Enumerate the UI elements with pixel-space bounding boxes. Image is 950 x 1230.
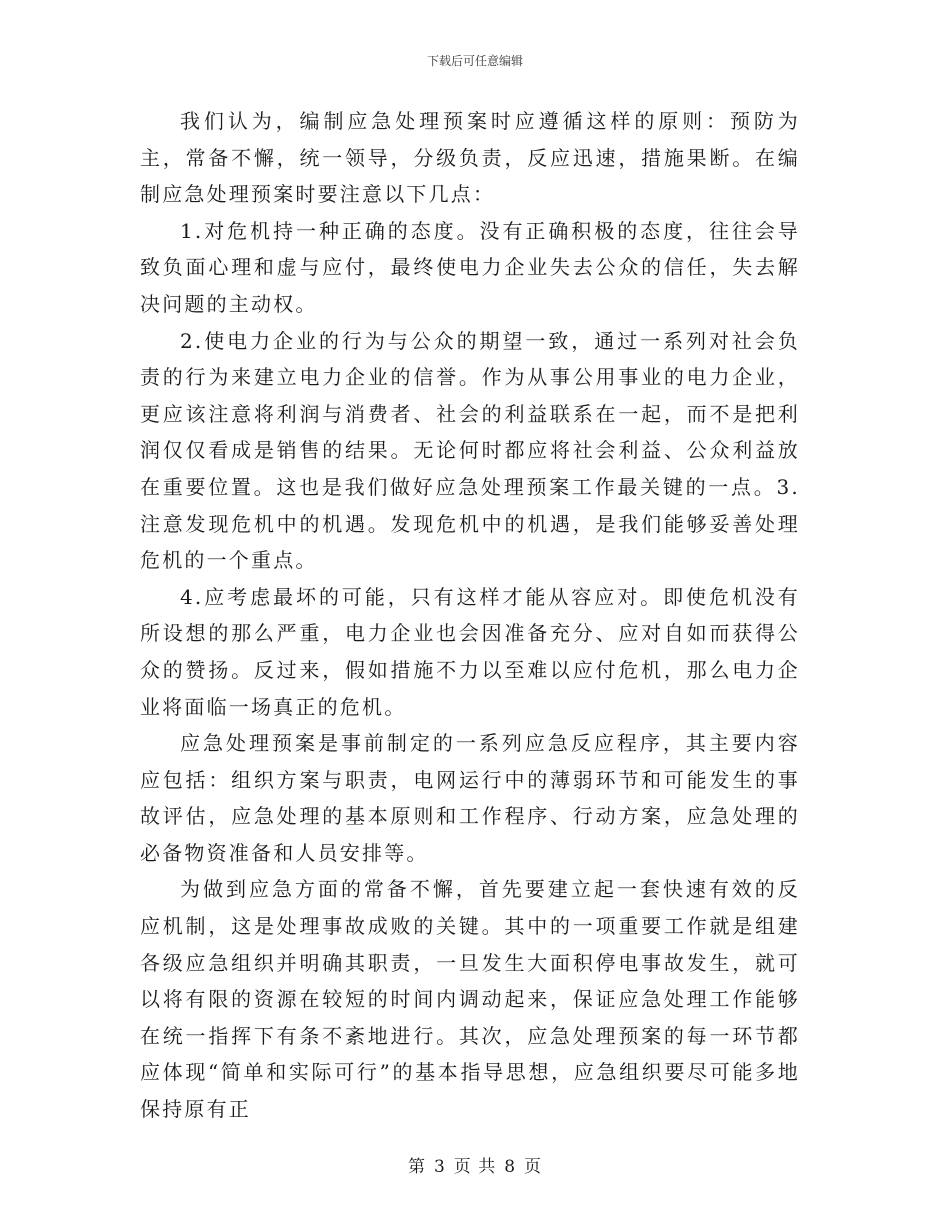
page-footer bbox=[0, 1152, 950, 1177]
document-body bbox=[140, 103, 800, 1128]
paragraph-point-4: 4.应考虑最坏的可能，只有这样才能从容应对。即使危机没有所设想的那么严重，电力企业也会因准备充分、应对自如而获得公众的赞扬。反过来，假如措施不力以至难以应付危机，那么电力企业将面临一场真正的危机。 bbox=[140, 584, 800, 719]
footer-suffix: 页 bbox=[524, 1157, 543, 1177]
footer-middle: 页 共 bbox=[453, 1157, 497, 1177]
footer-prefix: 第 bbox=[407, 1157, 426, 1177]
footer-total-pages: 8 bbox=[504, 1157, 517, 1177]
paragraph-response-mechanism: 为做到应急方面的常备不懈，首先要建立起一套快速有效的反应机制，这是处理事故成败的关键。其中的一项重要工作就是组建各级应急组织并明确其职责，一旦发生大面积停电事故发生，就可以将有限的资源在较短的时间内调动起来，保证应急处理工作能够在统一指挥下有条不紊地进行。其次，应急处理预案的每一环节都应体现“简单和实际可行”的基本指导思想，应急组织要尽可能多地保持原有正 bbox=[140, 877, 800, 1122]
paragraph-principles: 我们认为，编制应急处理预案时应遵循这样的原则：预防为主，常备不懈，统一领导，分级负责，反应迅速，措施果断。在编制应急处理预案时要注意以下几点： bbox=[140, 109, 800, 207]
footer-page-number: 3 bbox=[433, 1157, 446, 1177]
paragraph-point-2-3: 2.使电力企业的行为与公众的期望一致，通过一系列对社会负责的行为来建立电力企业的信誉。作为从事公用事业的电力企业，更应该注意将利润与消费者、社会的利益联系在一起，而不是把利润仅仅看成是销售的结果。无论何时都应将社会利益、公众利益放在重要位置。这也是我们做好应急处理预案工作最关键的一点。3.注意发现危机中的机遇。发现危机中的机遇，是我们能够妥善处理危机的一个重点。 bbox=[140, 328, 800, 573]
page-header: 下载后可任意编辑 bbox=[426, 54, 523, 68]
paragraph-point-1: 1.对危机持一种正确的态度。没有正确积极的态度，往往会导致负面心理和虚与应付，最终使电力企业失去公众的信任，失去解决问题的主动权。 bbox=[140, 218, 800, 316]
paragraph-plan-contents: 应急处理预案是事前制定的一系列应急反应程序，其主要内容应包括：组织方案与职责，电网运行中的薄弱环节和可能发生的事故评估，应急处理的基本原则和工作程序、行动方案，应急处理的必备物资准备和人员安排等。 bbox=[140, 731, 800, 865]
